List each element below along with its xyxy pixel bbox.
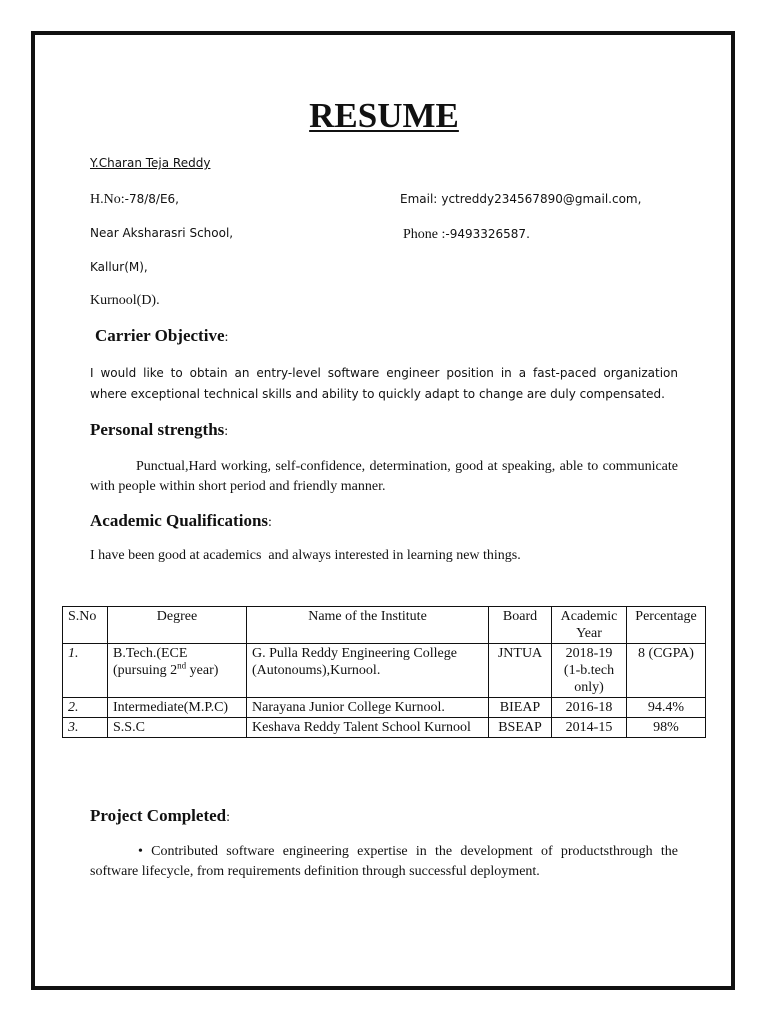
street-address: Near Aksharasri School, xyxy=(90,226,234,240)
header-sno: S.No xyxy=(63,607,108,644)
project-heading-text: Project Completed xyxy=(90,806,227,825)
strengths-heading-colon: : xyxy=(224,424,229,439)
objective-heading-colon: : xyxy=(224,330,229,345)
academics-heading xyxy=(90,511,272,531)
phone xyxy=(403,225,530,243)
row-board: JNTUA xyxy=(489,644,552,698)
strengths-text: Punctual,Hard working, self-confidence, determination, good at speaking, able to communicate with people within short period and friendly manner. xyxy=(90,459,678,494)
row-year: 2014-15 xyxy=(552,718,627,738)
row-institute: Narayana Junior College Kurnool. xyxy=(247,698,489,718)
academics-heading-colon: : xyxy=(268,515,272,530)
phone-label: Phone : xyxy=(403,227,446,242)
house-label: H.No: xyxy=(90,192,125,207)
row-year: 2016-18 xyxy=(552,698,627,718)
project-heading-colon: : xyxy=(226,810,230,825)
page-title: RESUME xyxy=(309,96,459,135)
degree-sub-sup: nd xyxy=(177,660,187,671)
table-row xyxy=(63,698,706,718)
house-number xyxy=(90,190,179,208)
row-institute: G. Pulla Reddy Engineering College (Autonoums),Kurnool. xyxy=(247,644,489,698)
row-year: 2018-19 (1-b.tech only) xyxy=(552,644,627,698)
mandal: Kallur(M), xyxy=(90,260,148,274)
row-board: BSEAP xyxy=(489,718,552,738)
row-degree xyxy=(108,644,247,698)
strengths-heading-text: Personal strengths xyxy=(90,420,225,439)
header-percentage: Percentage xyxy=(627,607,706,644)
degree-sub-pre: (pursuing 2 xyxy=(113,663,178,678)
header-board: Board xyxy=(489,607,552,644)
table-row xyxy=(63,644,706,698)
email xyxy=(400,190,641,208)
row-sno: 1. xyxy=(63,644,108,698)
table-header-row xyxy=(63,607,706,644)
degree-sub xyxy=(113,662,241,679)
row-board: BIEAP xyxy=(489,698,552,718)
row-percentage: 94.4% xyxy=(627,698,706,718)
candidate-name: Y.Charan Teja Reddy xyxy=(90,156,211,170)
row-degree: Intermediate(M.P.C) xyxy=(108,698,247,718)
strengths-heading xyxy=(90,420,228,440)
header-year: Academic Year xyxy=(552,607,627,644)
project-description xyxy=(90,842,678,882)
project-text: Contributed software engineering expertise in the development of productsthrough the software lifecycle, from requirements definition through successful deployment. xyxy=(90,844,678,879)
phone-value: -9493326587. xyxy=(445,227,530,241)
objective-text: I would like to obtain an entry-level software engineer position in a fast-paced organization where exceptional technical skills and ability to quickly adapt to change are duly compensated. xyxy=(90,366,678,401)
row-percentage: 8 (CGPA) xyxy=(627,644,706,698)
objective-heading xyxy=(95,326,228,346)
district: Kurnool(D). xyxy=(90,293,160,308)
academics-text: I have been good at academics and always interested in learning new things. xyxy=(90,548,521,563)
header-degree: Degree xyxy=(108,607,247,644)
row-institute: Keshava Reddy Talent School Kurnool xyxy=(247,718,489,738)
row-percentage: 98% xyxy=(627,718,706,738)
bullet-icon: • xyxy=(138,844,143,859)
row-degree: S.S.C xyxy=(108,718,247,738)
row-sno: 2. xyxy=(63,698,108,718)
house-value: -78/8/E6, xyxy=(124,192,179,206)
academics-heading-text: Academic Qualifications xyxy=(90,511,269,530)
row-sno: 3. xyxy=(63,718,108,738)
email-label: Email: xyxy=(400,192,438,206)
objective-heading-text: Carrier Objective xyxy=(95,326,225,345)
project-heading xyxy=(90,806,230,826)
degree-main: B.Tech.(ECE xyxy=(113,646,188,661)
email-value: yctreddy234567890@gmail.com, xyxy=(441,192,642,206)
qualifications-table xyxy=(62,606,706,738)
degree-sub-post: year) xyxy=(186,663,219,678)
table-row xyxy=(63,718,706,738)
header-institute: Name of the Institute xyxy=(247,607,489,644)
